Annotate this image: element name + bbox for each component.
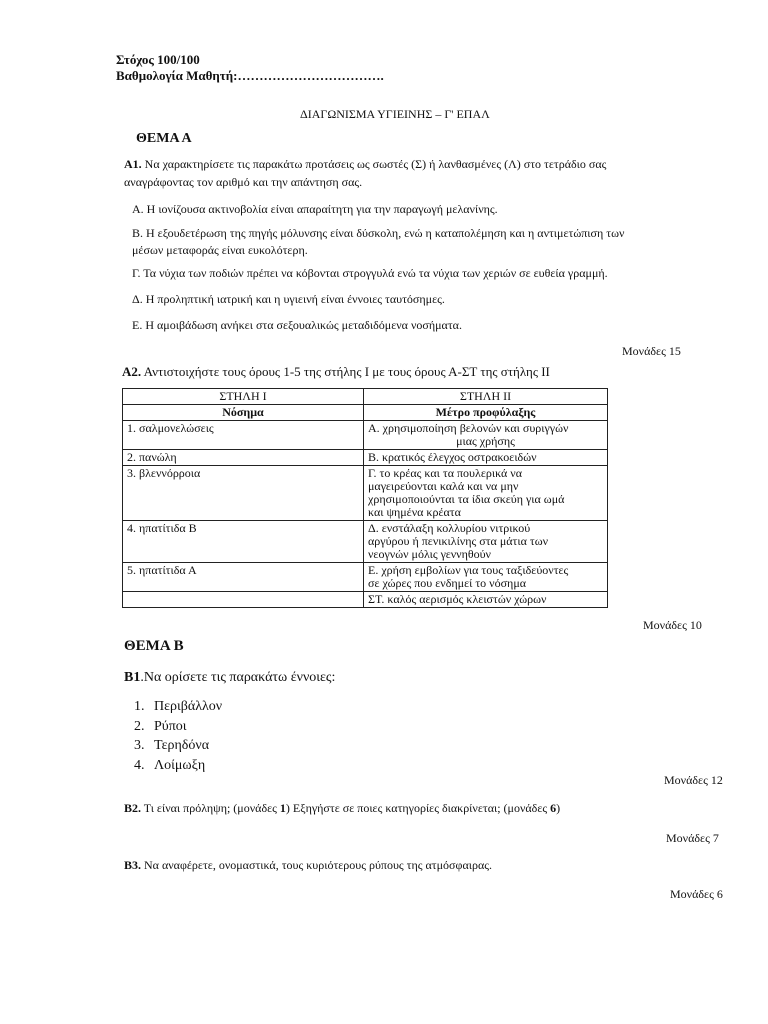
measure-cell: ΣΤ. καλός αερισμός κλειστών χώρων [364,592,608,608]
b2-points-2: 6 [550,801,557,815]
column-2-header: Μέτρο προφύλαξης [364,405,608,421]
a2-points: Μονάδες 10 [643,618,702,632]
b2-points-1: 1 [279,801,286,815]
a2-label: Α2. [122,364,142,379]
a2-text: Αντιστοιχήστε τους όρους 1-5 της στήλης Ι με τους όρους Α-ΣΤ της στήλης ΙΙ [141,364,550,379]
b2-text-2: ) Εξηγήστε σε ποιες κατηγορίες διακρίνεται; (μονάδες [285,801,551,815]
column-2-title: ΣΤΗΛΗ ΙΙ [364,389,608,405]
b2-points: Μονάδες 7 [666,831,719,845]
a1-points: Μονάδες 15 [622,344,681,358]
measure-line: μαγειρεύονται καλά και να μην [368,479,519,493]
measure-line: Α. χρησιμοποίηση βελονών και συριγγών [368,421,569,435]
student-grade-line: Βαθμολογία Μαθητή:……………………………. [116,68,384,83]
statement-e: Ε. Η αμοιβάδωση ανήκει στα σεξουαλικώς μεταδιδόμενα νοσήματα. [132,318,462,332]
a1-instruction-line1 [124,157,606,172]
b3-question [124,858,492,873]
measure-cell [364,466,608,521]
measure-line: νεογνών μόλις γεννηθούν [368,547,491,561]
a1-text: Να χαρακτηρίσετε τις παρακάτω προτάσεις ως σωστές (Σ) ή λανθασμένες (Λ) στο τετράδιο σας [141,157,607,171]
a2-instruction [122,364,550,380]
list-item: 1. Περιβάλλον [148,697,222,717]
b3-text: Να αναφέρετε, ονομαστικά, τους κυριότερους ρύπους της ατμόσφαιρας. [141,858,492,872]
disease-cell: 4. ηπατίτιδα Β [123,521,364,563]
b1-text: .Να ορίσετε τις παρακάτω έννοιες: [140,670,336,685]
measure-line: χρησιμοποιούνται τα ίδια σκεύη για ωμά [368,492,565,506]
statement-d: Δ. Η προληπτική ιατρική και η υγιεινή είναι έννοιες ταυτόσημες. [132,292,445,306]
matching-table [122,388,608,608]
table-row [123,521,608,563]
measure-cell [364,421,608,450]
column-1-header: Νόσημα [123,405,364,421]
disease-cell: 3. βλεννόρροια [123,466,364,521]
measure-line: αργύρου ή πενικιλίνης στα μάτια των [368,534,549,548]
empty-disease-cell [123,592,364,608]
thema-a-heading: ΘΕΜΑ Α [136,131,192,146]
exam-title: ΔΙΑΓΩΝΙΣΜΑ ΥΓΙΕΙΝΗΣ – Γ' ΕΠΑΛ [300,107,490,121]
statement-b-line2: μέσων μεταφοράς είναι ευκολότερη. [132,243,308,257]
b1-points: Μονάδες 12 [664,773,723,787]
b1-instruction [124,670,335,686]
table-row [123,389,608,405]
b2-text-3: ) [556,801,561,815]
a1-label: Α1. [124,157,142,171]
target-score: Στόχος 100/100 [116,52,200,67]
measure-cell: Β. κρατικός έλεγχος οστρακοειδών [364,450,608,466]
table-row [123,450,608,466]
measure-cell [364,563,608,592]
list-item: 2. Ρύποι [148,717,222,737]
statement-a: Α. Η ιονίζουσα ακτινοβολία είναι απαραίτητη για την παραγωγή μελανίνης. [132,202,498,216]
b2-question [124,801,560,816]
disease-cell: 2. πανώλη [123,450,364,466]
table-row [123,592,608,608]
statement-b-line1: Β. Η εξουδετέρωση της πηγής μόλυνσης είναι δύσκολη, ενώ η καταπολέμηση και η αντιμετώπιση των [132,226,625,240]
b3-points: Μονάδες 6 [670,887,723,901]
column-1-title: ΣΤΗΛΗ Ι [123,389,364,405]
list-item: 4. Λοίμωξη [148,756,222,776]
terms-list [126,697,222,775]
disease-cell: 1. σαλμονελώσεις [123,421,364,450]
statement-g: Γ. Τα νύχια των ποδιών πρέπει να κόβονται στρογγυλά ενώ τα νύχια των χεριών σε ευθεία γραμμή. [132,266,608,280]
measure-line: Δ. ενστάλαξη κολλυρίου νιτρικού [368,521,531,535]
measure-line: σε χώρες που ενδημεί το νόσημα [368,576,527,590]
thema-b-heading: ΘΕΜΑ Β [124,638,184,654]
b2-label: Β2. [124,801,142,815]
measure-line: μιας χρήσης [456,434,515,448]
list-item: 3. Τερηδόνα [148,736,222,756]
a1-instruction-line2: αναγράφοντας τον αριθμό και την απάντηση σας. [124,175,363,189]
measure-line: Ε. χρήση εμβολίων για τους ταξιδεύοντες [368,563,569,577]
disease-cell: 5. ηπατίτιδα Α [123,563,364,592]
measure-line: και ψημένα κρέατα [368,505,461,519]
table-row [123,421,608,450]
b3-label: Β3. [124,858,142,872]
measure-cell [364,521,608,563]
b2-text-1: Τι είναι πρόληψη; (μονάδες [141,801,280,815]
table-row [123,563,608,592]
measure-line: Γ. το κρέας και τα πουλερικά να [368,466,523,480]
table-row [123,405,608,421]
table-row [123,466,608,521]
b1-label: Β1 [124,670,141,685]
